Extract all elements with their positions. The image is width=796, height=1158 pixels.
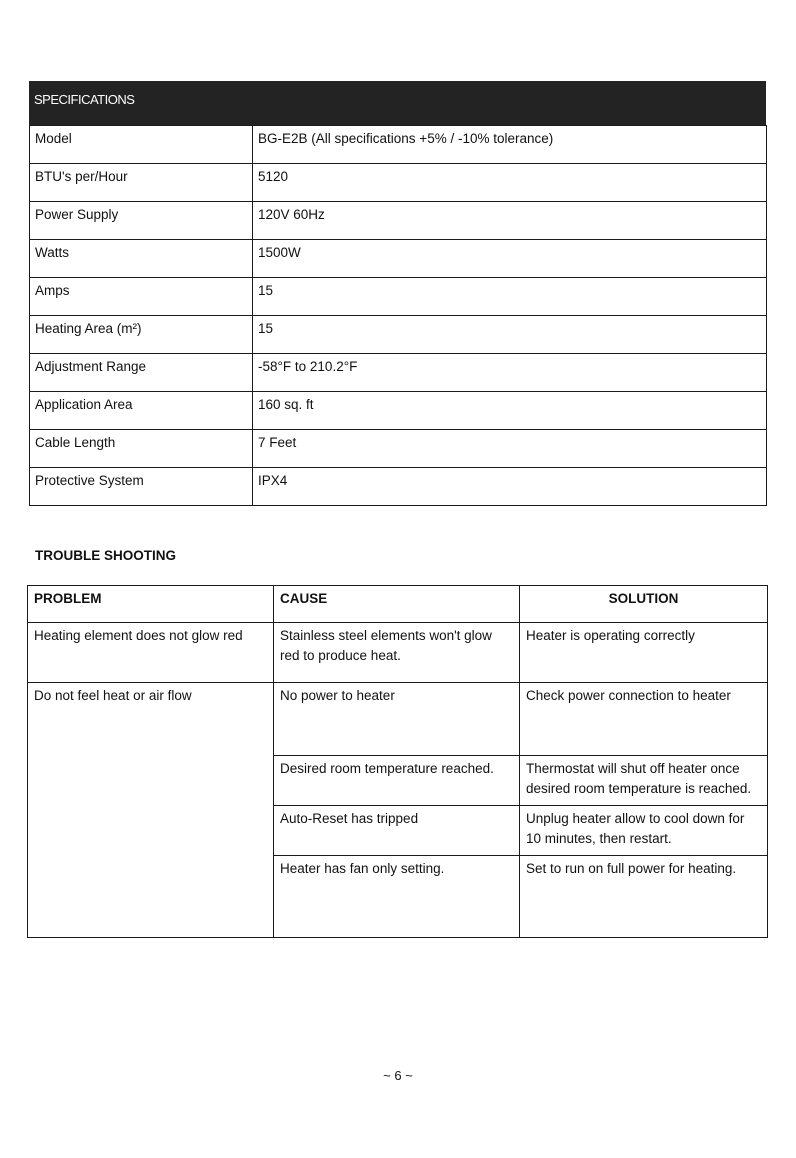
table-row [28,623,768,683]
solution-cell: Set to run on full power for heating. [520,856,768,938]
table-row [30,430,767,468]
cause-cell: Stainless steel elements won't glow red to produce heat. [274,623,520,683]
spec-value: IPX4 [253,468,767,506]
cause-cell: No power to heater [274,683,520,756]
specifications-table [29,125,767,506]
spec-label: BTU's per/Hour [30,164,253,202]
spec-label: Cable Length [30,430,253,468]
spec-value: 5120 [253,164,767,202]
spec-value: 1500W [253,240,767,278]
spec-value: -58°F to 210.2°F [253,354,767,392]
spec-label: Heating Area (m²) [30,316,253,354]
troubleshooting-table [27,585,768,938]
spec-label: Protective System [30,468,253,506]
table-row [30,468,767,506]
page-number: ~ 6 ~ [383,1068,413,1083]
table-row [28,683,768,756]
cause-cell: Heater has fan only setting. [274,856,520,938]
cause-cell: Auto-Reset has tripped [274,806,520,856]
problem-cell: Do not feel heat or air flow [28,683,274,938]
spec-label: Watts [30,240,253,278]
table-row [30,164,767,202]
table-row [30,316,767,354]
spec-label: Model [30,126,253,164]
solution-cell: Unplug heater allow to cool down for 10 minutes, then restart. [520,806,768,856]
table-row [30,278,767,316]
spec-value: 15 [253,278,767,316]
cause-column-header: CAUSE [274,586,520,623]
spec-label: Application Area [30,392,253,430]
spec-value: BG-E2B (All specifications +5% / -10% tolerance) [253,126,767,164]
problem-cell: Heating element does not glow red [28,623,274,683]
troubleshooting-title: TROUBLE SHOOTING [35,548,176,563]
solution-cell: Check power connection to heater [520,683,768,756]
spec-value: 7 Feet [253,430,767,468]
spec-value: 15 [253,316,767,354]
table-row [30,240,767,278]
problem-column-header: PROBLEM [28,586,274,623]
solution-cell: Thermostat will shut off heater once desired room temperature is reached. [520,756,768,806]
table-row [30,126,767,164]
spec-value: 160 sq. ft [253,392,767,430]
spec-label: Power Supply [30,202,253,240]
solution-column-header: SOLUTION [520,586,768,623]
solution-cell: Heater is operating correctly [520,623,768,683]
table-row [30,354,767,392]
table-header-row [28,586,768,623]
cause-cell: Desired room temperature reached. [274,756,520,806]
spec-value: 120V 60Hz [253,202,767,240]
spec-label: Adjustment Range [30,354,253,392]
spec-label: Amps [30,278,253,316]
specifications-header: SPECIFICATIONS [29,81,766,125]
table-row [30,202,767,240]
table-row [30,392,767,430]
